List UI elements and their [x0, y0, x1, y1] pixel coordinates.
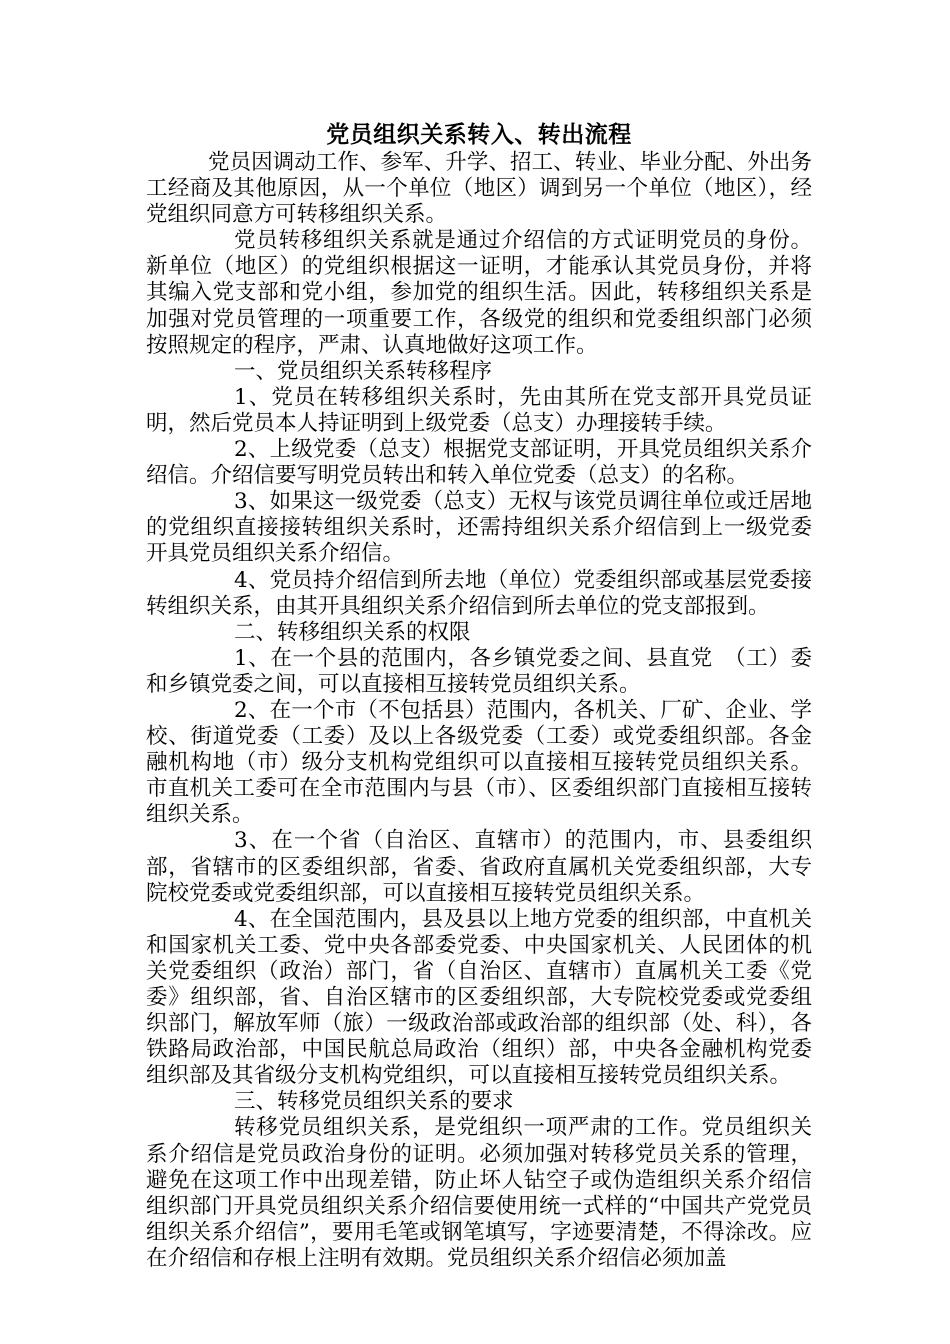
section-heading-3: 三、转移党员组织关系的要求	[234, 1089, 514, 1115]
paragraph-1-4: 4、党员持介绍信到所去地（单位）党委组织部或基层党委接转组织关系，由其开具组织关系介绍信到所去单位的党支部报到。	[146, 567, 812, 619]
paragraph-3-1: 转移党员组织关系，是党组织一项严肃的工作。党员组织关系介绍信是党员政治身份的证明。必须加强对转移党员关系的管理，避免在这项工作中出现差错，防止坏人钻空子或伪造组织关系介绍信组织部门开具党员组织关系介绍信要使用统一式样的“中国共产党党员组织关系介绍信”，要用毛笔或钢笔填写，字迹要清楚，不得涂改。应在介绍信和存根上注明有效期。党员组织关系介绍信必须加盖	[146, 1115, 812, 1271]
section-heading-1: 一、党员组织关系转移程序	[234, 358, 493, 384]
paragraph-intro-2: 党员转移组织关系就是通过介绍信的方式证明党员的身份。新单位（地区）的党组织根据这一证明，才能承认其党员身份，并将其编入党支部和党小组，参加党的组织生活。因此，转移组织关系是加强对党员管理的一项重要工作，各级党的组织和党委组织部门必须按照规定的程序，严肃、认真地做好这项工作。	[146, 228, 812, 358]
paragraph-2-3: 3、在一个省（自治区、直辖市）的范围内，市、县委组织部，省辖市的区委组织部，省委、省政府直属机关党委组织部，大专院校党委或党委组织部，可以直接相互接转党员组织关系。	[146, 828, 812, 906]
paragraph-1-1: 1、党员在转移组织关系时，先由其所在党支部开具党员证明，然后党员本人持证明到上级党委（总支）办理接转手续。	[146, 384, 812, 436]
document-page	[146, 120, 812, 1272]
paragraph-intro-1: 党员因调动工作、参军、升学、招工、转业、毕业分配、外出务工经商及其他原因，从一个单位（地区）调到另一个单位（地区），经党组织同意方可转移组织关系。	[146, 150, 812, 228]
paragraph-2-4: 4、在全国范围内，县及县以上地方党委的组织部，中直机关和国家机关工委、党中央各部委党委、中央国家机关、人民团体的机关党委组织（政治）部门，省（自治区、直辖市）直属机关工委《党委》组织部，省、自治区辖市的区委组织部，大专院校党委或党委组织部门，解放军师（旅）一级政治部或政治部的组织部（处、科），各铁路局政治部，中国民航总局政治（组织）部，中央各金融机构党委组织部及其省级分支机构党组织，可以直接相互接转党员组织关系。	[146, 906, 812, 1089]
section-heading-2: 二、转移组织关系的权限	[234, 619, 471, 645]
paragraph-2-1: 1、在一个县的范围内，各乡镇党委之间、县直党 （工）委和乡镇党委之间，可以直接相互接转党员组织关系。	[146, 645, 812, 697]
document-title: 党员组织关系转入、转出流程	[326, 121, 632, 148]
paragraph-1-3: 3、如果这一级党委（总支）无权与该党员调往单位或迁居地的党组织直接接转组织关系时，还需持组织关系介绍信到上一级党委开具党员组织关系介绍信。	[146, 489, 812, 567]
paragraph-2-2: 2、在一个市（不包括县）范围内，各机关、厂矿、企业、学校、街道党委（工委）及以上各级党委（工委）或党委组织部。各金融机构地（市）级分支机构党组织可以直接相互接转党员组织关系。市直机关工委可在全市范围内与县（市）、区委组织部门直接相互接转组织关系。	[146, 697, 812, 828]
paragraph-1-2: 2、上级党委（总支）根据党支部证明，开具党员组织关系介绍信。介绍信要写明党员转出和转入单位党委（总支）的名称。	[146, 437, 812, 489]
